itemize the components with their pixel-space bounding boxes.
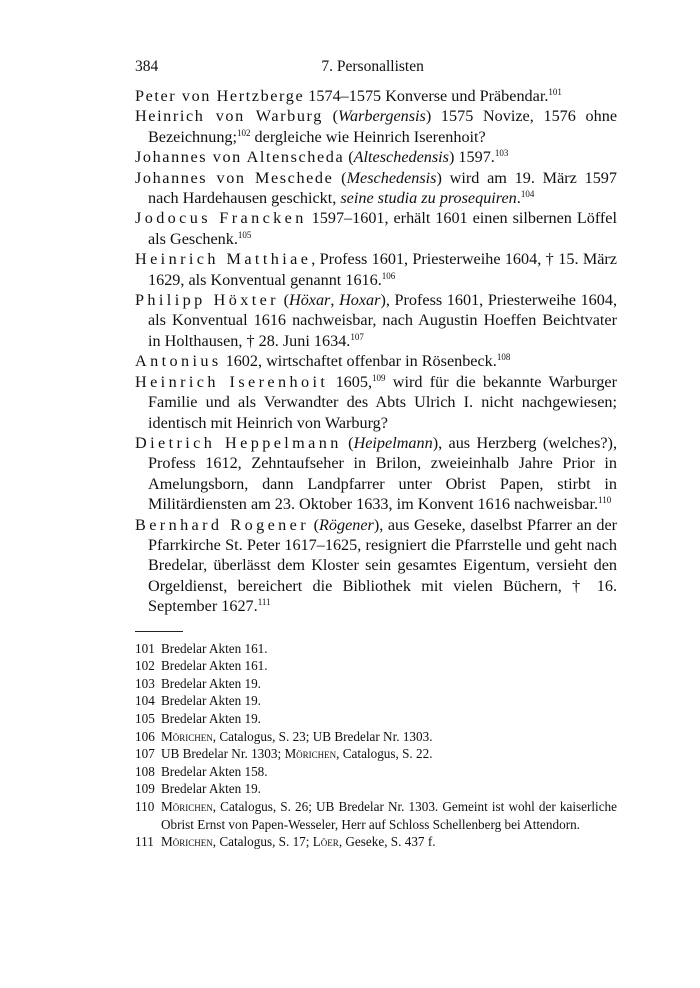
alternate-name: Höxar	[289, 291, 331, 310]
entry-text: (	[322, 107, 339, 126]
person-name: Heinrich von Warburg	[135, 107, 323, 126]
footnote-part: , Catalogus, S. 23; UB Bredelar Nr. 1303.	[212, 728, 433, 744]
footnote-ref: 102	[237, 127, 251, 138]
footnote	[135, 763, 617, 781]
running-title: 7. Personallisten	[321, 58, 424, 75]
footnote-part: Bredelar Akten 161.	[161, 640, 268, 656]
footnote-part: , Catalogus, S. 22.	[336, 746, 433, 762]
person-name: Heinrich Matthiae	[135, 250, 312, 269]
footnote	[135, 780, 617, 798]
footnote-text	[161, 745, 617, 763]
footnote-ref: 105	[237, 230, 252, 240]
alternate-name: Meschedensis	[346, 168, 437, 187]
footnote-text	[161, 763, 617, 781]
author-name: Mörichen	[161, 728, 213, 744]
entry-text: ) wird am 19. März 1597 nach Hardehausen geschickt,	[148, 168, 617, 208]
footnote-ref: 107	[350, 332, 364, 343]
footnote-ref: 110	[598, 495, 612, 506]
footnote-number: 111	[135, 834, 154, 850]
entry-text: .	[516, 189, 521, 208]
footnote-part: , Catalogus, S. 17;	[212, 834, 313, 850]
footnote-ref: 106	[381, 270, 396, 281]
footnote-number: 101	[135, 640, 155, 656]
footnote-number: 108	[135, 763, 155, 779]
entry-text: wird für die bekannte Warburger Familie und als Verwandter des Abts Ulrich I. nicht nachgewiesen; identisch mit Heinrich von Warburg?	[148, 372, 617, 432]
footnote-rule	[135, 631, 183, 632]
entry-text: (	[309, 515, 320, 534]
person-entry	[135, 249, 617, 290]
alternate-name: Hoxar	[339, 291, 381, 310]
footnote-text	[161, 780, 617, 798]
personnel-list	[135, 86, 617, 617]
entry-text: (	[333, 168, 347, 187]
person-entry	[135, 106, 617, 147]
footnote-number: 107	[135, 746, 155, 762]
footnote-part: Bredelar Akten 161.	[161, 658, 268, 674]
entry-text: 1574–1575 Konverse und Präbendar.	[304, 87, 549, 105]
footnote-text	[161, 692, 617, 710]
person-entry	[135, 208, 617, 249]
person-entry	[135, 515, 617, 617]
person-entry	[135, 86, 617, 106]
footnote-number: 103	[135, 675, 155, 691]
person-name: Johannes von Altenscheda	[135, 148, 345, 167]
footnote-part: Bredelar Akten 19.	[161, 710, 261, 726]
person-name: Antonius	[135, 352, 222, 371]
entry-text: (	[341, 433, 354, 452]
footnote-text	[161, 657, 617, 675]
entry-text: ), aus Herzberg (welches?), Profess 1612, Zehntaufseher in Brilon, zweieinhalb Jahre Prior in Amelungsborn, dann Landpfarrer unter Obrist Papen, stirbt in Militärdiensten am 23. Oktober 1633, im Konvent 1616 nachweisbar.	[148, 433, 617, 514]
footnote-ref: 104	[520, 189, 535, 200]
person-entry	[135, 372, 617, 433]
footnote-text	[161, 640, 617, 658]
footnote-number: 110	[135, 798, 155, 814]
footnote-number: 109	[135, 781, 155, 797]
alternate-name: Alteschedensis	[353, 148, 449, 167]
entry-text: 1605,	[328, 372, 372, 391]
entry-text: ) 1597.	[448, 148, 495, 167]
person-name: Peter von Hertzberge	[135, 87, 305, 105]
footnote	[135, 833, 617, 851]
page-number: 384	[135, 58, 159, 75]
footnote-part: Bredelar Akten 158.	[161, 763, 268, 779]
footnote	[135, 657, 617, 675]
footnote-number: 105	[135, 710, 155, 726]
footnote-text	[161, 728, 617, 746]
footnote-number: 106	[135, 728, 155, 744]
entry-text: (	[344, 148, 354, 167]
alternate-name: Rögener	[319, 515, 374, 534]
person-entry	[135, 147, 617, 167]
person-name: Heinrich Iserenhoit	[135, 372, 329, 391]
author-name: Löer	[312, 834, 339, 850]
footnote-ref: 109	[372, 372, 386, 383]
footnote	[135, 640, 617, 658]
footnote	[135, 710, 617, 728]
person-name: Dietrich Heppelmann	[135, 433, 342, 452]
footnote-text	[161, 675, 617, 693]
author-name: Mörichen	[284, 746, 337, 762]
footnote-part: UB Bredelar Nr. 1303;	[161, 746, 285, 762]
footnote-ref: 103	[494, 148, 509, 159]
footnote-ref: 108	[496, 352, 511, 363]
footnote-part: , Geseke, S. 437 f.	[338, 834, 436, 850]
footnote	[135, 745, 617, 763]
footnote-ref: 101	[548, 87, 562, 98]
footnote-number: 104	[135, 693, 155, 709]
person-entry	[135, 290, 617, 351]
person-name: Johannes von Meschede	[135, 168, 334, 187]
footnote	[135, 692, 617, 710]
footnote-part: Bredelar Akten 19.	[161, 781, 261, 797]
person-name: Philipp Höxter	[135, 291, 279, 310]
entry-text: 1597–1601, erhält 1601 einen silbernen Löffel als Geschenk.	[148, 209, 617, 248]
person-entry	[135, 351, 617, 371]
author-name: Mörichen	[161, 834, 213, 850]
entry-text: 1602, wirtschaftet offenbar in Rösenbeck.	[221, 352, 497, 371]
entry-text: (	[278, 291, 289, 310]
footnote-part: Bredelar Akten 19.	[161, 675, 261, 691]
footnote-text	[161, 798, 617, 833]
alternate-name: Warbergensis	[338, 107, 426, 126]
entry-text: ), aus Geseke, daselbst Pfarrer an der Pfarrkirche St. Peter 1617–1625, resigniert die Pfarrstelle und geht nach Bredelar, überlässt dem Kloster sein gesamtes Eigentum, versieht den Orgeldienst, bereichert die Bibliothek mit vielen Büchern, † 16. September 1627.	[148, 515, 618, 616]
footnote-part: , Catalogus, S. 26; UB Bredelar Nr. 1303. Gemeint ist wohl der kaiserliche Obrist Ernst von Papen-Wesseler, Herr auf Schloss Schellenberg bei Attendorn.	[161, 798, 617, 832]
person-entry	[135, 433, 617, 515]
person-name: Bernhard Rogener	[135, 515, 310, 534]
person-name: Jodocus Francken	[135, 209, 307, 228]
book-page	[135, 58, 617, 851]
author-name: Mörichen	[161, 798, 213, 814]
footnote-part: Bredelar Akten 19.	[161, 693, 261, 709]
footnote	[135, 798, 617, 833]
alternate-name: Heipelmann	[353, 433, 433, 452]
footnotes	[135, 640, 617, 851]
footnote	[135, 728, 617, 746]
entry-text: , Profess 1601, Priesterweihe 1604, † 15. März 1629, als Konventual genannt 1616.	[148, 250, 617, 289]
footnote-number: 102	[135, 658, 155, 674]
entry-text: ), Profess 1601, Priesterweihe 1604, als Konventual 1616 nachweisbar, nach Augustin Hoeffen Beichtvater in Holthausen, † 28. Juni 1634.	[148, 291, 618, 350]
running-header	[135, 58, 617, 80]
person-entry	[135, 168, 617, 209]
entry-text: ) 1575 Novize, 1576 ohne Bezeichnung;	[148, 107, 617, 146]
entry-text: ,	[330, 291, 340, 310]
footnote-text	[161, 833, 617, 851]
footnote-text	[161, 710, 617, 728]
footnote	[135, 675, 617, 693]
quoted-phrase: seine studia zu prosequiren	[340, 189, 517, 208]
footnote-ref: 111	[257, 597, 271, 608]
entry-text: dergleiche wie Heinrich Iserenhoit?	[250, 127, 486, 146]
